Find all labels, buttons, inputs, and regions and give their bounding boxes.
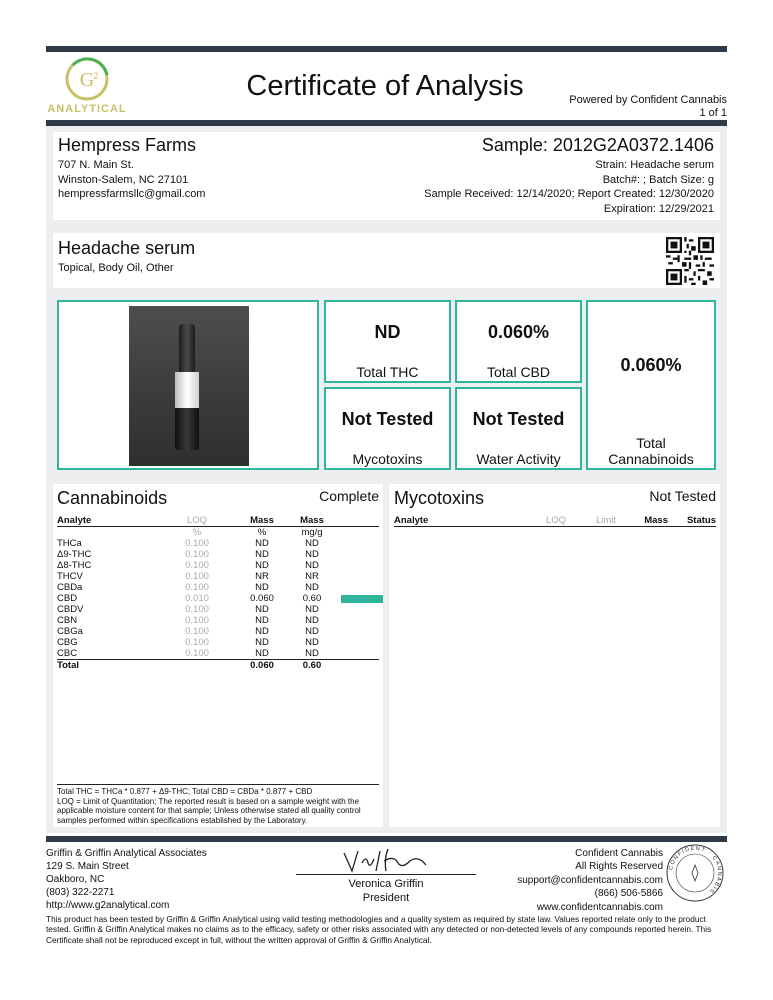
loq-cell: 0.100: [185, 571, 209, 582]
disclaimer: This product has been tested by Griffin & Griffin Analytical using valid testing methodologies and a quality system as required by state law. Values reported relate only to the product tested. Griffin & Griffin Analytical makes no claims as to the efficacy, safety or other risks associated with any detected or non-detected levels of any compounds reported herein. This Certificate shall not be reproduced except in full, without the written approval of Griffin & Griffin Analytical.: [46, 914, 712, 945]
col-loq: LOQ: [186, 515, 208, 526]
sample-id: Sample: 2012G2A0372.1406: [481, 135, 714, 155]
cannabinoids-total-row: [57, 660, 379, 672]
mass-mg-cell: ND: [305, 648, 319, 659]
client-address2: Winston-Salem, NC 27101: [58, 173, 189, 186]
total-thc-box: [324, 300, 451, 383]
cc-email: support@confidentcannabis.com: [517, 874, 663, 886]
cc-info: [517, 847, 663, 914]
client-address1: 707 N. Main St.: [58, 159, 134, 171]
page-title: Certificate of Analysis: [246, 70, 524, 102]
mass-mg-cell: ND: [305, 615, 319, 626]
mycotoxins-section: [389, 484, 720, 827]
qr-code-icon: [666, 237, 714, 285]
mass-pct-cell: ND: [255, 549, 269, 560]
signer: [296, 877, 476, 905]
lab-name: Griffin & Griffin Analytical Associates: [46, 848, 207, 859]
analyte-cell: CBC: [57, 648, 78, 659]
total-cbd-box: [455, 300, 582, 383]
analyte-cell: CBG: [57, 637, 78, 648]
footer-bar: [46, 836, 727, 842]
col-mass-pct: Mass: [250, 515, 274, 526]
result-bar-cell: [337, 549, 379, 560]
loq-cell: 0.100: [185, 560, 209, 571]
product-name: Headache serum: [58, 238, 196, 258]
lab-website: http://www.g2analytical.com: [46, 900, 170, 911]
mycotoxins-status: Not Tested: [649, 488, 716, 504]
loq-cell: 0.100: [185, 648, 209, 659]
total-cannabinoids-value: 0.060%: [620, 355, 682, 375]
loq-cell: 0.100: [185, 538, 209, 549]
table-row: [57, 615, 379, 626]
note-loq: LOQ = Limit of Quantitation; The reported result is based on a sample weight with the applicable moisture content for that sample; Unless otherwise stated all quality control samples performed within specifications established by the Laboratory.: [57, 796, 361, 825]
top-bar: [46, 46, 727, 52]
signer-title: President: [362, 892, 410, 904]
mass-pct-cell: ND: [255, 604, 269, 615]
mass-pct-cell: NR: [255, 571, 269, 582]
mass-pct-cell: ND: [255, 560, 269, 571]
logo-text: ANALYTICAL: [47, 103, 127, 115]
mycotoxins-box: [324, 387, 451, 470]
cannabinoids-title: Cannabinoids: [57, 488, 168, 508]
table-row: [57, 593, 379, 604]
lab-city: Oakboro, NC: [46, 874, 105, 885]
table-row: [57, 637, 379, 648]
cc-website: www.confidentcannabis.com: [536, 901, 663, 913]
total-mass-mg: 0.60: [302, 660, 322, 671]
result-bar-cell: [337, 560, 379, 571]
myco-col-loq: LOQ: [545, 515, 566, 526]
mass-pct-cell: ND: [255, 626, 269, 637]
table-row: [57, 560, 379, 571]
cannabinoids-section: [53, 484, 383, 827]
analyte-cell: THCa: [57, 538, 82, 549]
bottle-icon: [175, 324, 199, 450]
col-analyte: Analyte: [57, 515, 92, 526]
mass-mg-cell: ND: [305, 549, 319, 560]
lab-street: 129 S. Main Street: [46, 861, 129, 872]
svg-text:G: G: [79, 69, 95, 91]
mass-mg-cell: 0.60: [302, 593, 322, 604]
svg-text:CONFIDENT · CANNABIS ·: CONFIDENT · CANNABIS ·: [668, 845, 723, 899]
signature-image: [340, 845, 430, 875]
loq-cell: 0.100: [185, 604, 209, 615]
result-bar: [341, 595, 383, 603]
table-row: [57, 549, 379, 560]
loq-cell: 0.010: [185, 593, 209, 604]
unit-loq: %: [192, 527, 202, 538]
loq-cell: 0.100: [185, 626, 209, 637]
analyte-cell: CBDa: [57, 582, 83, 593]
product-category: Topical, Body Oil, Other: [58, 262, 174, 274]
myco-col-status: Status: [686, 515, 716, 526]
water-activity-box: [455, 387, 582, 470]
cannabinoids-status: Complete: [319, 488, 379, 504]
result-bar-cell: [337, 626, 379, 637]
cc-name: Confident Cannabis: [575, 848, 663, 859]
analyte-cell: Δ8-THC: [57, 560, 92, 571]
analyte-cell: CBN: [57, 615, 78, 626]
lab-info: [46, 847, 207, 912]
table-row: [57, 648, 379, 660]
product-photo: [129, 306, 249, 466]
svg-text:2: 2: [93, 71, 99, 81]
myco-col-analyte: Analyte: [394, 515, 429, 526]
mass-mg-cell: ND: [305, 560, 319, 571]
water-activity-label: Water Activity: [476, 451, 561, 467]
result-bar-cell: [337, 648, 379, 660]
total-mass-pct: 0.060: [250, 660, 274, 671]
mass-mg-cell: ND: [305, 604, 319, 615]
total-cannabinoids-label-2: Cannabinoids: [608, 451, 694, 467]
analyte-cell: CBD: [57, 593, 78, 604]
cc-phone: (866) 506-5866: [594, 888, 663, 900]
table-row: [57, 571, 379, 582]
signature-line: [296, 874, 476, 875]
powered-by: [569, 94, 727, 120]
loq-cell: 0.100: [185, 582, 209, 593]
total-thc-value: ND: [374, 322, 401, 342]
mass-pct-cell: ND: [255, 538, 269, 549]
powered-by-text: Powered by Confident Cannabis: [569, 94, 727, 106]
cc-rights: All Rights Reserved: [575, 861, 663, 873]
page-count: 1 of 1: [699, 107, 727, 119]
mycotoxins-label: Mycotoxins: [352, 451, 423, 467]
loq-cell: 0.100: [185, 549, 209, 560]
water-activity-value: Not Tested: [472, 409, 565, 429]
client-info: [53, 132, 720, 220]
result-bar-cell: [337, 571, 379, 582]
client-email: hempressfarmsllc@gmail.com: [58, 188, 206, 200]
result-bar-cell: [337, 615, 379, 626]
product-panel: [53, 233, 720, 288]
confident-cannabis-seal-icon: [665, 843, 725, 903]
sample-expiration: Expiration: 12/29/2021: [603, 202, 714, 215]
unit-mass-pct: %: [257, 527, 267, 538]
analyte-cell: THCV: [57, 571, 83, 582]
mycotoxins-header-row: [394, 515, 716, 527]
result-bar-cell: [337, 604, 379, 615]
loq-cell: 0.100: [185, 637, 209, 648]
mass-mg-cell: ND: [305, 637, 319, 648]
mass-mg-cell: ND: [305, 582, 319, 593]
total-cbd-value: 0.060%: [487, 322, 550, 342]
cannabinoids-table: [57, 515, 379, 671]
table-row: [57, 582, 379, 593]
result-bar-cell: [337, 538, 379, 549]
total-cannabinoids-box: [586, 300, 716, 470]
myco-col-limit: Limit: [595, 515, 616, 526]
mass-pct-cell: ND: [255, 615, 269, 626]
loq-cell: 0.100: [185, 615, 209, 626]
result-bar-cell: [337, 637, 379, 648]
sample-batch: Batch#: ; Batch Size: g: [602, 173, 714, 186]
total-cbd-label: Total CBD: [486, 364, 551, 380]
sample-strain: Strain: Headache serum: [595, 159, 714, 171]
note-totals: Total THC = THCa * 0.877 + Δ9-THC; Total CBD = CBDa * 0.877 + CBD: [57, 787, 313, 796]
table-row: [57, 604, 379, 615]
mycotoxins-value: Not Tested: [341, 409, 434, 429]
mass-mg-cell: NR: [305, 571, 319, 582]
analyte-cell: CBGa: [57, 626, 83, 637]
signer-name: Veronica Griffin: [348, 878, 424, 890]
mass-mg-cell: ND: [305, 538, 319, 549]
result-bar-cell: [337, 582, 379, 593]
cannabinoids-header-row: [57, 515, 379, 527]
unit-mass-mg: mg/g: [301, 527, 323, 538]
total-cannabinoids-label-1: Total: [636, 435, 666, 451]
total-analyte: Total: [57, 660, 79, 671]
cannabinoids-units-row: [57, 527, 379, 539]
myco-col-mass: Mass: [644, 515, 668, 526]
sample-dates: Sample Received: 12/14/2020; Report Created: 12/30/2020: [424, 188, 714, 200]
mycotoxins-table: [394, 515, 716, 527]
product-photo-box: [57, 300, 319, 470]
mass-pct-cell: ND: [255, 637, 269, 648]
client-name: Hempress Farms: [58, 135, 197, 155]
mycotoxins-title: Mycotoxins: [394, 488, 485, 508]
mass-pct-cell: 0.060: [250, 593, 274, 604]
col-mass-mg: Mass: [300, 515, 324, 526]
lab-phone: (803) 322-2271: [46, 887, 115, 898]
analyte-cell: CBDV: [57, 604, 84, 615]
cannabinoids-notes: [57, 784, 379, 825]
table-row: [57, 626, 379, 637]
total-thc-label: Total THC: [356, 364, 419, 380]
table-row: [57, 538, 379, 549]
mass-pct-cell: ND: [255, 582, 269, 593]
mass-mg-cell: ND: [305, 626, 319, 637]
result-bar-cell: [337, 593, 379, 604]
mass-pct-cell: ND: [255, 648, 269, 659]
analyte-cell: Δ9-THC: [57, 549, 92, 560]
